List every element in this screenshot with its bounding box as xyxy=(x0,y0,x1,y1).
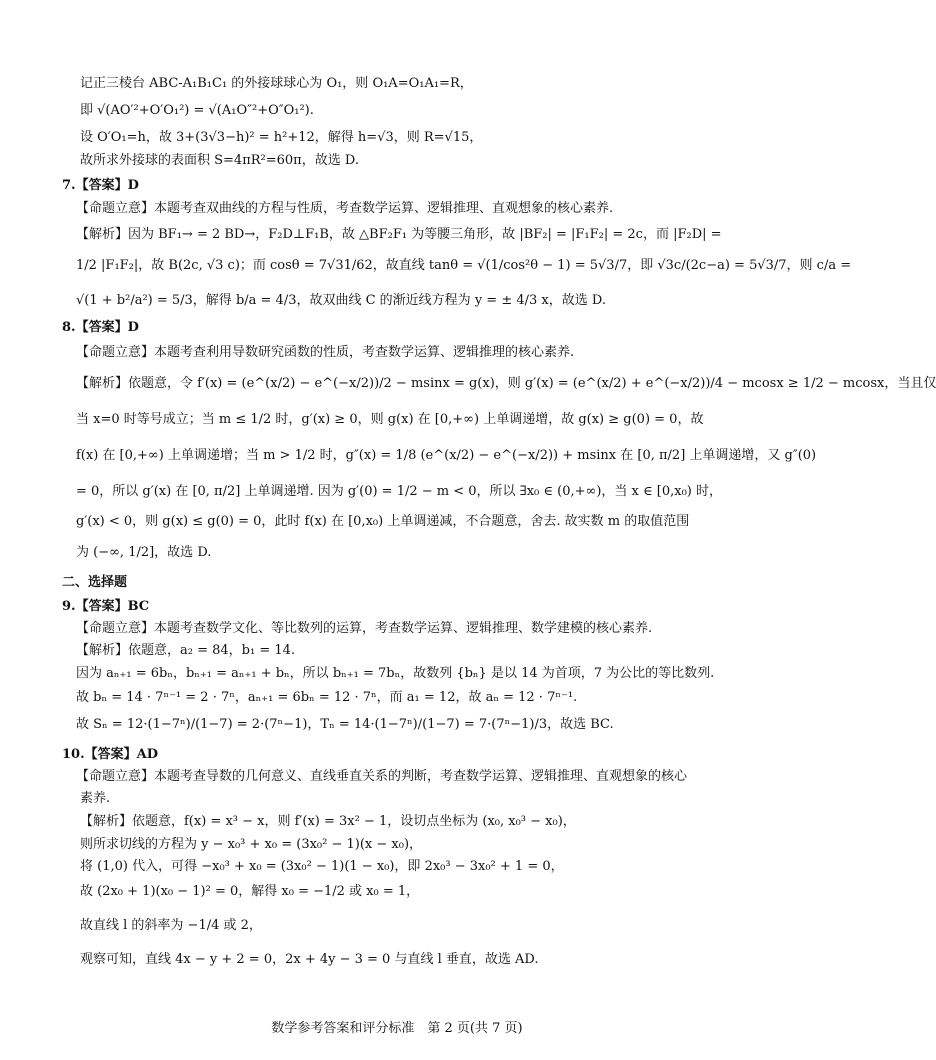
text-line: f(x) 在 [0,+∞) 上单调递增；当 m > 1/2 时，g″(x) = 1/8 (e^(x/2) − e^(−x/2)) + msinx 在 [0, π/2] 上单调递增，又 g″(0) xyxy=(76,448,817,463)
text-line: 1/2 |F₁F₂|，故 B(2c, √3 c)；而 cosθ = 7√31/62，故直线 tanθ = √(1/cos²θ − 1) = 5√3/7，即 √3c/(2c−a) = 5√3/7，则 c/a = xyxy=(76,258,852,273)
text-line: 为 (−∞, 1/2]，故选 D. xyxy=(76,545,212,560)
text-line: 观察可知，直线 4x − y + 2 = 0，2x + 4y − 3 = 0 与直线 l 垂直，故选 AD. xyxy=(80,952,539,967)
text-line: 【命题立意】本题考查导数的几何意义、直线垂直关系的判断，考查数学运算、逻辑推理、直观想象的核心 xyxy=(76,769,688,784)
section-heading: 二、选择题 xyxy=(62,575,128,590)
text-line: 【命题立意】本题考查双曲线的方程与性质，考查数学运算、逻辑推理、直观想象的核心素养. xyxy=(76,201,614,216)
page-footer: 数学参考答案和评分标准 第 2 页(共 7 页) xyxy=(271,1021,523,1036)
text-line: √(1 + b²/a²) = 5/3，解得 b/a = 4/3，故双曲线 C 的渐近线方程为 y = ± 4/3 x，故选 D. xyxy=(76,293,606,308)
text-line: 【命题立意】本题考查数学文化、等比数列的运算，考查数学运算、逻辑推理、数学建模的核心素养. xyxy=(76,621,653,636)
text-line: 记正三棱台 ABC-A₁B₁C₁ 的外接球球心为 O₁，则 O₁A=O₁A₁=R， xyxy=(80,76,473,91)
text-line: 【解析】依题意，令 f′(x) = (e^(x/2) − e^(−x/2))/2 − msinx = g(x)，则 g′(x) = (e^(x/2) + e^(−x/2))/4 − mcosx ≥ 1/2 − mcosx，当且仅 xyxy=(76,376,936,391)
answer-label: 7.【答案】D xyxy=(62,178,139,193)
text-line: 【命题立意】本题考查利用导数研究函数的性质，考查数学运算、逻辑推理的核心素养. xyxy=(76,345,575,360)
text-line: 因为 aₙ₊₁ = 6bₙ，bₙ₊₁ = aₙ₊₁ + bₙ，所以 bₙ₊₁ = 7bₙ，故数列 {bₙ} 是以 14 为首项，7 为公比的等比数列. xyxy=(76,666,715,681)
text-line: 故 bₙ = 14 · 7ⁿ⁻¹ = 2 · 7ⁿ，aₙ₊₁ = 6bₙ = 12 · 7ⁿ，而 a₁ = 12，故 aₙ = 12 · 7ⁿ⁻¹. xyxy=(76,690,578,705)
text-line: 故 Sₙ = 12·(1−7ⁿ)/(1−7) = 2·(7ⁿ−1)，Tₙ = 14·(1−7ⁿ)/(1−7) = 7·(7ⁿ−1)/3，故选 BC. xyxy=(76,717,614,732)
text-line: 将 (1,0) 代入，可得 −x₀³ + x₀ = (3x₀² − 1)(1 − x₀)，即 2x₀³ − 3x₀² + 1 = 0， xyxy=(80,859,564,874)
text-line: 【解析】依题意，a₂ = 84，b₁ = 14. xyxy=(76,643,296,658)
text-line: 即 √(AO′²+O′O₁²) = √(A₁O″²+O″O₁²). xyxy=(80,103,314,118)
answer-label: 9.【答案】BC xyxy=(62,599,150,614)
text-line: 设 O′O₁=h，故 3+(3√3−h)² = h²+12，解得 h=√3，则 R=√15， xyxy=(80,130,483,145)
text-line: = 0，所以 g′(x) 在 [0, π/2] 上单调递增. 因为 g′(0) = 1/2 − m < 0，所以 ∃x₀ ∈ (0,+∞)，当 x ∈ [0,x₀) 时， xyxy=(76,484,722,499)
text-line: 故 (2x₀ + 1)(x₀ − 1)² = 0，解得 x₀ = −1/2 或 x₀ = 1， xyxy=(80,884,420,899)
text-line: 故直线 l 的斜率为 −1/4 或 2， xyxy=(80,918,262,933)
text-line: 素养. xyxy=(80,791,111,806)
text-line: 当 x=0 时等号成立；当 m ≤ 1/2 时，g′(x) ≥ 0，则 g(x) 在 [0,+∞) 上单调递增，故 g(x) ≥ g(0) = 0，故 xyxy=(76,412,704,427)
text-line: g′(x) < 0，则 g(x) ≤ g(0) = 0，此时 f(x) 在 [0,x₀) 上单调递减，不合题意，舍去. 故实数 m 的取值范围 xyxy=(76,514,690,529)
text-line: 【解析】因为 BF₁→ = 2 BD→，F₂D⊥F₁B，故 △BF₂F₁ 为等腰三角形，故 |BF₂| = |F₁F₂| = 2c，而 |F₂D| = xyxy=(76,227,722,242)
answer-label: 8.【答案】D xyxy=(62,320,139,335)
answer-label: 10.【答案】AD xyxy=(62,747,158,762)
text-line: 则所求切线的方程为 y − x₀³ + x₀ = (3x₀² − 1)(x − x₀)， xyxy=(80,837,423,852)
text-line: 【解析】依题意，f(x) = x³ − x，则 f′(x) = 3x² − 1，设切点坐标为 (x₀, x₀³ − x₀)， xyxy=(80,814,576,829)
text-line: 故所求外接球的表面积 S=4πR²=60π，故选 D. xyxy=(80,153,359,168)
